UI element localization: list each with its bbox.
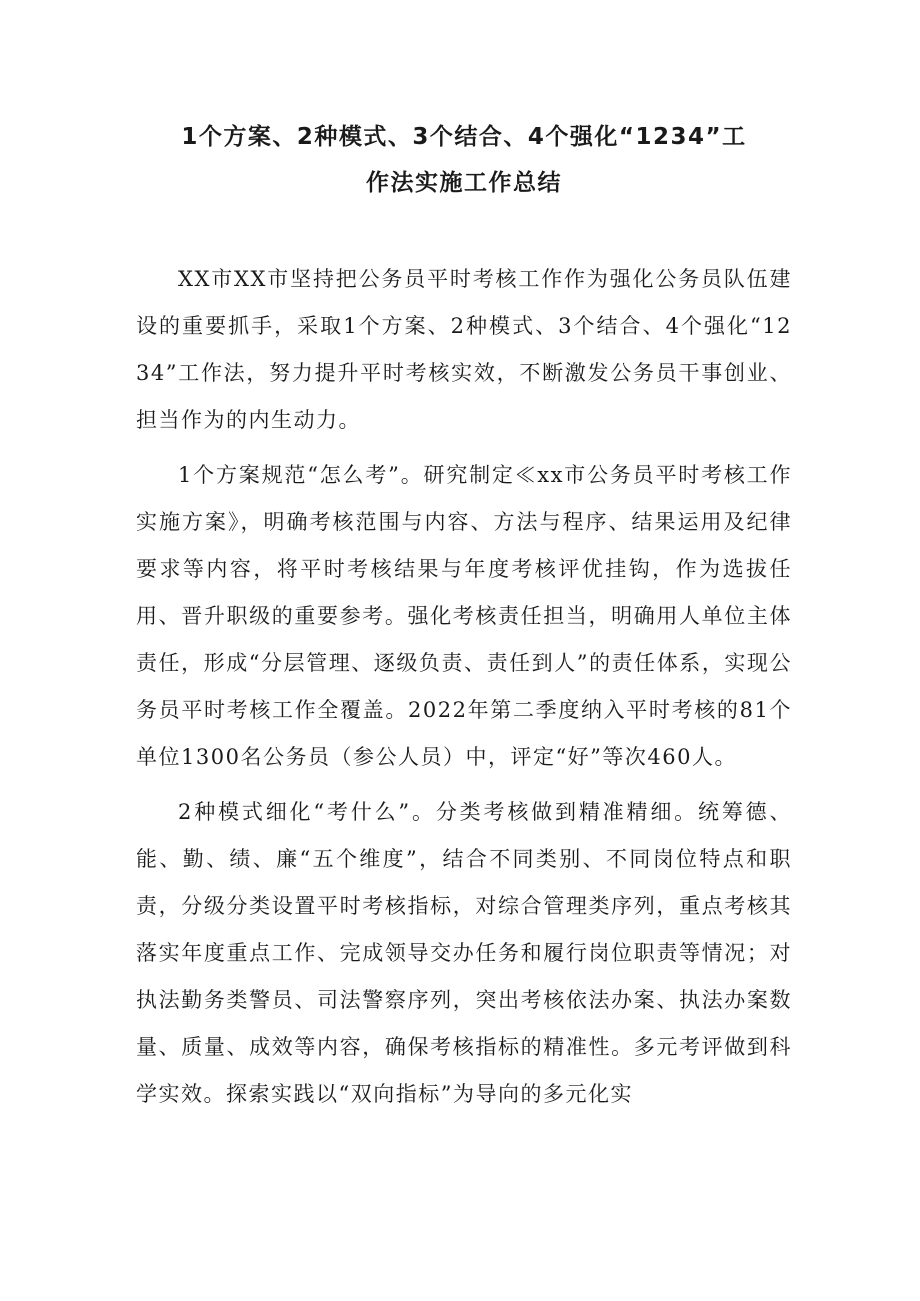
paragraph-two-modes: 2种模式细化“考什么”。分类考核做到精准精细。统筹德、能、勤、绩、廉“五个维度”，结合不同类别、不同岗位特点和职责，分级分类设置平时考核指标，对综合管理类序列，重点考核其落实年度重点工作、完成领导交办任务和履行岗位职责等情况；对执法勤务类警员、司法警察序列，突出考核依法办案、执法办案数量、质量、成效等内容，确保考核指标的精准性。多元考评做到科学实效。探索实践以“双向指标”为导向的多元化实	[136, 800, 792, 1106]
document-title	[136, 114, 792, 206]
paragraph-one-plan: 1个方案规范“怎么考”。研究制定≪xx市公务员平时考核工作实施方案》，明确考核范围与内容、方法与程序、结果运用及纪律要求等内容，将平时考核结果与年度考核评优挂钩，作为选拔任用、晋升职级的重要参考。强化考核责任担当，明确用人单位主体责任，形成“分层管理、逐级负责、责任到人”的责任体系，实现公务员平时考核工作全覆盖。2022年第二季度纳入平时考核的81个单位1300名公务员（参公人员）中，评定“好”等次460人。	[136, 463, 792, 769]
paragraph-intro: XX市XX市坚持把公务员平时考核工作作为强化公务员队伍建设的重要抓手，采取1个方案、2种模式、3个结合、4个强化“1234”工作法，努力提升平时考核实效，不断激发公务员干事创业、担当作为的内生动力。	[136, 267, 792, 432]
title-line-2: 作法实施工作总结	[366, 170, 562, 196]
title-line-1: 1个方案、2种模式、3个结合、4个强化“1234”工	[181, 124, 747, 150]
